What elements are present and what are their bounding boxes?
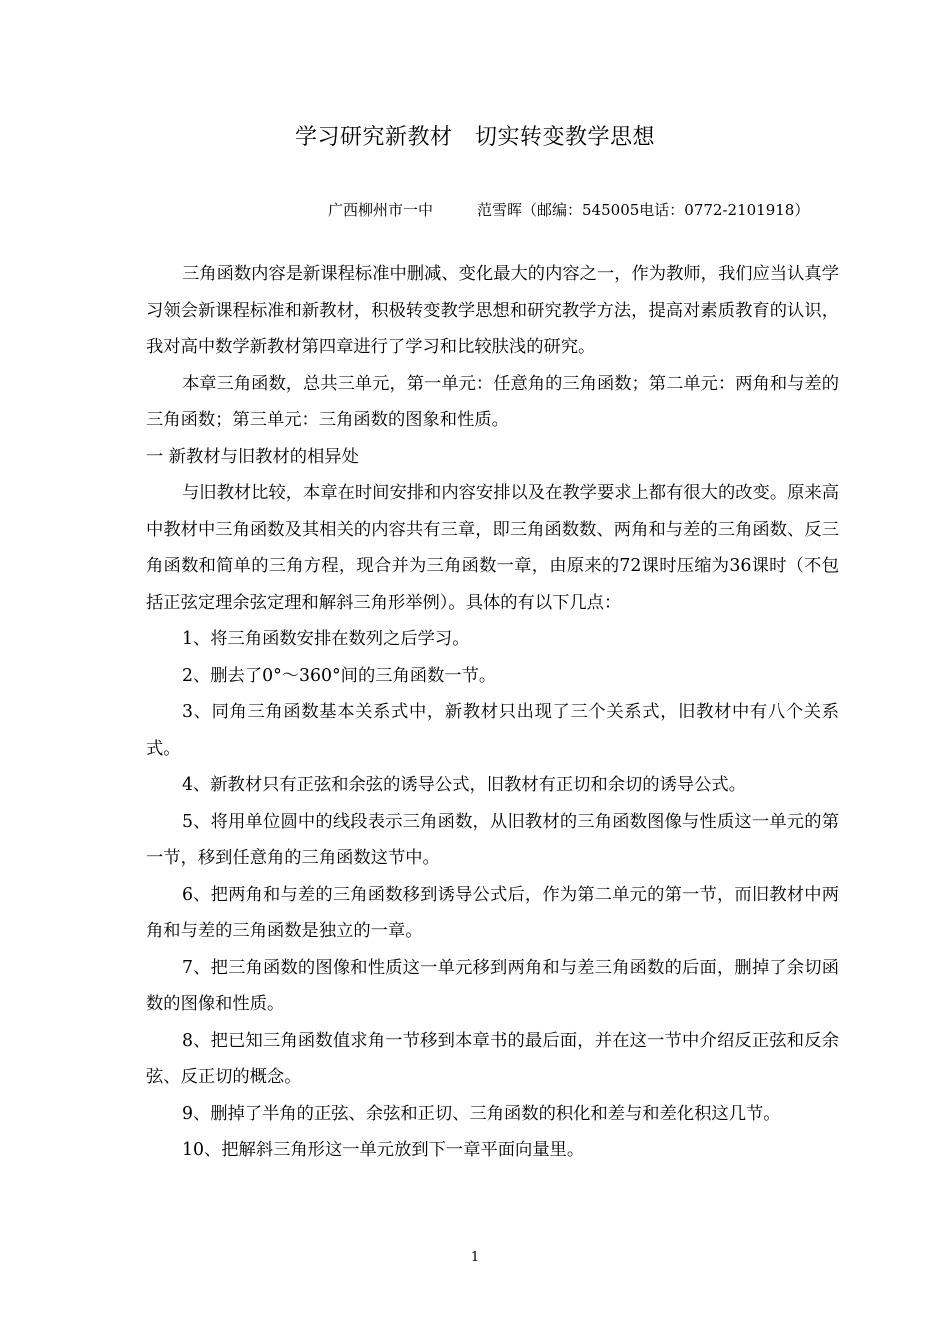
- list-item-1: 1、将三角函数安排在数列之后学习。: [182, 629, 470, 649]
- list-item-2: 2、删去了0°～360°间的三角函数一节。: [182, 665, 497, 686]
- list-item-8: 8、把已知三角函数值求角一节移到本章书的最后面，并在这一节中介绍反正弦和反余弦、反正切的概念。: [146, 1030, 839, 1087]
- author-name-contact: 范雪晖（邮编：545005电话：0772-2101918）: [477, 201, 810, 219]
- list-item-6: 6、把两角和与差的三角函数移到诱导公式后，作为第二单元的第一节，而旧教材中两角和与差的三角函数是独立的一章。: [146, 884, 839, 941]
- list-item-4: 4、新教材只有正弦和余弦的诱导公式，旧教材有正切和余切的诱导公式。: [182, 775, 746, 795]
- page-number: 1: [470, 1250, 480, 1265]
- paragraph-section-1: 与旧教材比较，本章在时间安排和内容安排以及在教学要求上都有很大的改变。原来高中教材中三角函数及其相关的内容共有三章，即三角函数数、两角和与差的三角函数、反三角函数和简单的三角方程，现合并为三角函数一章，由原来的72课时压缩为36课时（不包括正弦定理余弦定理和解斜三角形举例）。具体的有以下几点：: [146, 483, 839, 613]
- list-item-9: 9、删掉了半角的正弦、余弦和正切、三角函数的积化和差与和差化积这几节。: [182, 1103, 781, 1124]
- list-item-7: 7、把三角函数的图像和性质这一单元移到两角和与差三角函数的后面，删掉了余切函数的图像和性质。: [146, 957, 839, 1014]
- author-school: 广西柳州市一中: [328, 201, 434, 219]
- list-item-10: 10、把解斜三角形这一单元放到下一章平面向量里。: [182, 1140, 585, 1160]
- author-line: [328, 199, 809, 220]
- paragraph-intro-1: 三角函数内容是新课程标准中删减、变化最大的内容之一，作为教师，我们应当认真学习领会新课程标准和新教材，积极转变教学思想和研究教学方法，提高对素质教育的认识，我对高中数学新教材第四章进行了学习和比较肤浅的研究。: [146, 264, 839, 357]
- list-item-3: 3、同角三角函数基本关系式中，新教材只出现了三个关系式，旧教材中有八个关系式。: [146, 702, 839, 759]
- document-body: [146, 256, 839, 1169]
- list-item-5: 5、将用单位圆中的线段表示三角函数，从旧教材的三角函数图像与性质这一单元的第一节，移到任意角的三角函数这节中。: [146, 811, 839, 868]
- document-title: 学习研究新教材 切实转变教学思想: [294, 125, 655, 150]
- paragraph-intro-2: 本章三角函数，总共三单元，第一单元：任意角的三角函数；第二单元：两角和与差的三角函数；第三单元：三角函数的图象和性质。: [146, 373, 839, 430]
- section-heading: 一 新教材与旧教材的相异处: [146, 446, 359, 467]
